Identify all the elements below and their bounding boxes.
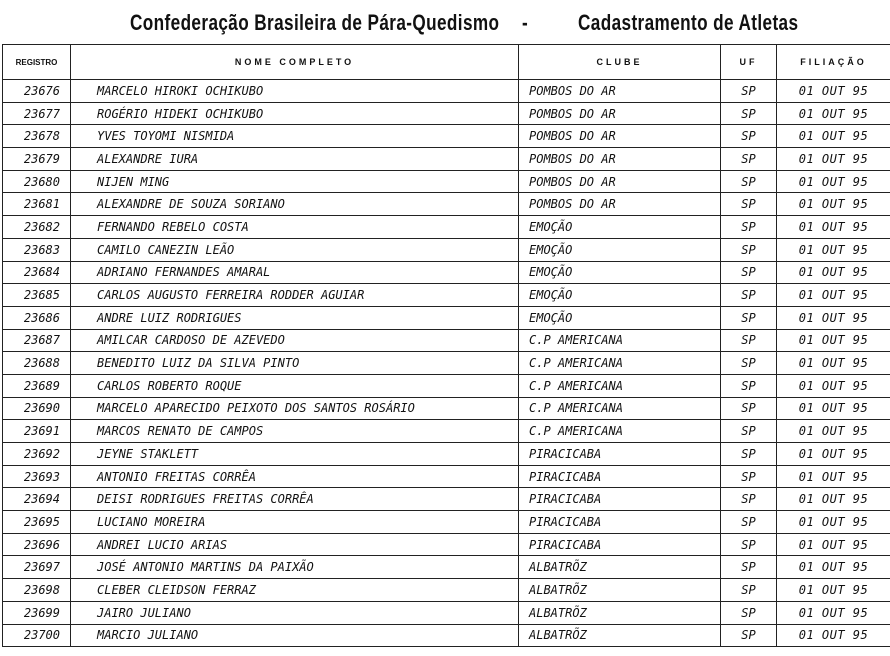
cell-clube: PIRACICABA: [519, 533, 721, 556]
cell-registro: 23696: [3, 533, 71, 556]
cell-nome: ALEXANDRE DE SOUZA SORIANO: [71, 193, 519, 216]
cell-filiacao: 01 OUT 95: [777, 397, 890, 420]
cell-nome: CARLOS ROBERTO ROQUE: [71, 374, 519, 397]
cell-nome: NIJEN MING: [71, 170, 519, 193]
table-row: [3, 511, 890, 534]
cell-clube: ALBATRÕZ: [519, 601, 721, 624]
table-row: [3, 261, 890, 284]
cell-registro: 23679: [3, 148, 71, 171]
cell-nome: MARCELO HIROKI OCHIKUBO: [71, 80, 519, 103]
cell-filiacao: 01 OUT 95: [777, 125, 890, 148]
cell-filiacao: 01 OUT 95: [777, 420, 890, 443]
cell-uf: SP: [721, 102, 777, 125]
cell-registro: 23676: [3, 80, 71, 103]
cell-uf: SP: [721, 261, 777, 284]
cell-filiacao: 01 OUT 95: [777, 102, 890, 125]
cell-registro: 23682: [3, 216, 71, 239]
cell-uf: SP: [721, 306, 777, 329]
cell-registro: 23698: [3, 579, 71, 602]
cell-uf: SP: [721, 80, 777, 103]
cell-nome: JEYNE STAKLETT: [71, 443, 519, 466]
cell-registro: 23680: [3, 170, 71, 193]
table-row: [3, 556, 890, 579]
document-title: [0, 0, 890, 44]
cell-registro: 23689: [3, 374, 71, 397]
cell-clube: C.P AMERICANA: [519, 352, 721, 375]
cell-registro: 23687: [3, 329, 71, 352]
cell-nome: CAMILO CANEZIN LEÃO: [71, 238, 519, 261]
cell-uf: SP: [721, 533, 777, 556]
cell-uf: SP: [721, 216, 777, 239]
cell-registro: 23688: [3, 352, 71, 375]
cell-nome: FERNANDO REBELO COSTA: [71, 216, 519, 239]
cell-registro: 23685: [3, 284, 71, 307]
cell-uf: SP: [721, 556, 777, 579]
cell-nome: MARCIO JULIANO: [71, 624, 519, 647]
athlete-registry-table: [2, 44, 890, 647]
title-separator: -: [522, 10, 529, 35]
col-clube: CLUBE: [519, 45, 721, 80]
cell-uf: SP: [721, 374, 777, 397]
cell-uf: SP: [721, 125, 777, 148]
cell-nome: DEISI RODRIGUES FREITAS CORRÊA: [71, 488, 519, 511]
cell-clube: POMBOS DO AR: [519, 102, 721, 125]
cell-filiacao: 01 OUT 95: [777, 80, 890, 103]
cell-clube: ALBATRÕZ: [519, 579, 721, 602]
cell-uf: SP: [721, 579, 777, 602]
cell-uf: SP: [721, 352, 777, 375]
cell-uf: SP: [721, 193, 777, 216]
cell-registro: 23695: [3, 511, 71, 534]
cell-nome: CARLOS AUGUSTO FERREIRA RODDER AGUIAR: [71, 284, 519, 307]
cell-filiacao: 01 OUT 95: [777, 556, 890, 579]
cell-clube: C.P AMERICANA: [519, 420, 721, 443]
cell-nome: ANDRE LUIZ RODRIGUES: [71, 306, 519, 329]
cell-registro: 23700: [3, 624, 71, 647]
table-row: [3, 420, 890, 443]
cell-clube: EMOÇÃO: [519, 238, 721, 261]
cell-nome: JAIRO JULIANO: [71, 601, 519, 624]
cell-nome: ROGÉRIO HIDEKI OCHIKUBO: [71, 102, 519, 125]
col-nome: NOME COMPLETO: [71, 45, 519, 80]
cell-registro: 23693: [3, 465, 71, 488]
cell-filiacao: 01 OUT 95: [777, 443, 890, 466]
cell-clube: C.P AMERICANA: [519, 329, 721, 352]
cell-clube: C.P AMERICANA: [519, 397, 721, 420]
cell-uf: SP: [721, 397, 777, 420]
cell-filiacao: 01 OUT 95: [777, 170, 890, 193]
cell-uf: SP: [721, 624, 777, 647]
cell-registro: 23686: [3, 306, 71, 329]
table-row: [3, 329, 890, 352]
cell-clube: POMBOS DO AR: [519, 170, 721, 193]
cell-nome: MARCOS RENATO DE CAMPOS: [71, 420, 519, 443]
table-row: [3, 306, 890, 329]
cell-filiacao: 01 OUT 95: [777, 329, 890, 352]
cell-clube: PIRACICABA: [519, 511, 721, 534]
cell-clube: POMBOS DO AR: [519, 193, 721, 216]
cell-nome: JOSÉ ANTONIO MARTINS DA PAIXÃO: [71, 556, 519, 579]
cell-filiacao: 01 OUT 95: [777, 193, 890, 216]
cell-clube: POMBOS DO AR: [519, 148, 721, 171]
cell-registro: 23691: [3, 420, 71, 443]
cell-filiacao: 01 OUT 95: [777, 374, 890, 397]
table-row: [3, 238, 890, 261]
cell-nome: ANTONIO FREITAS CORRÊA: [71, 465, 519, 488]
table-row: [3, 601, 890, 624]
cell-clube: C.P AMERICANA: [519, 374, 721, 397]
cell-nome: MARCELO APARECIDO PEIXOTO DOS SANTOS ROSÁRIO: [71, 397, 519, 420]
cell-uf: SP: [721, 511, 777, 534]
table-row: [3, 170, 890, 193]
cell-filiacao: 01 OUT 95: [777, 216, 890, 239]
table-body: [3, 80, 890, 647]
cell-clube: ALBATRÕZ: [519, 556, 721, 579]
cell-clube: POMBOS DO AR: [519, 125, 721, 148]
cell-nome: YVES TOYOMI NISMIDA: [71, 125, 519, 148]
table-row: [3, 465, 890, 488]
cell-filiacao: 01 OUT 95: [777, 488, 890, 511]
table-row: [3, 216, 890, 239]
table-header: [3, 45, 890, 80]
cell-uf: SP: [721, 420, 777, 443]
cell-uf: SP: [721, 148, 777, 171]
cell-nome: LUCIANO MOREIRA: [71, 511, 519, 534]
cell-filiacao: 01 OUT 95: [777, 624, 890, 647]
cell-nome: CLEBER CLEIDSON FERRAZ: [71, 579, 519, 602]
cell-clube: ALBATRÕZ: [519, 624, 721, 647]
table-row: [3, 284, 890, 307]
cell-clube: EMOÇÃO: [519, 284, 721, 307]
table-row: [3, 488, 890, 511]
cell-registro: 23678: [3, 125, 71, 148]
table-row: [3, 352, 890, 375]
cell-nome: ADRIANO FERNANDES AMARAL: [71, 261, 519, 284]
cell-uf: SP: [721, 329, 777, 352]
title-registry: Cadastramento de Atletas: [578, 10, 799, 35]
cell-filiacao: 01 OUT 95: [777, 533, 890, 556]
table-row: [3, 443, 890, 466]
cell-clube: EMOÇÃO: [519, 306, 721, 329]
cell-uf: SP: [721, 465, 777, 488]
cell-filiacao: 01 OUT 95: [777, 511, 890, 534]
cell-uf: SP: [721, 170, 777, 193]
cell-registro: 23683: [3, 238, 71, 261]
cell-registro: 23677: [3, 102, 71, 125]
cell-registro: 23699: [3, 601, 71, 624]
cell-clube: PIRACICABA: [519, 465, 721, 488]
cell-nome: ALEXANDRE IURA: [71, 148, 519, 171]
cell-filiacao: 01 OUT 95: [777, 352, 890, 375]
cell-registro: 23692: [3, 443, 71, 466]
table-row: [3, 148, 890, 171]
cell-filiacao: 01 OUT 95: [777, 465, 890, 488]
cell-clube: POMBOS DO AR: [519, 80, 721, 103]
cell-clube: EMOÇÃO: [519, 261, 721, 284]
cell-nome: BENEDITO LUIZ DA SILVA PINTO: [71, 352, 519, 375]
cell-registro: 23681: [3, 193, 71, 216]
table-row: [3, 624, 890, 647]
cell-registro: 23697: [3, 556, 71, 579]
cell-uf: SP: [721, 601, 777, 624]
table-row: [3, 533, 890, 556]
cell-clube: EMOÇÃO: [519, 216, 721, 239]
cell-nome: ANDREI LUCIO ARIAS: [71, 533, 519, 556]
cell-clube: PIRACICABA: [519, 443, 721, 466]
table-row: [3, 193, 890, 216]
col-uf: UF: [721, 45, 777, 80]
table-row: [3, 397, 890, 420]
col-filiacao: FILIAÇÃO: [777, 45, 890, 80]
cell-filiacao: 01 OUT 95: [777, 306, 890, 329]
cell-filiacao: 01 OUT 95: [777, 238, 890, 261]
cell-filiacao: 01 OUT 95: [777, 261, 890, 284]
cell-clube: PIRACICABA: [519, 488, 721, 511]
table-row: [3, 579, 890, 602]
cell-filiacao: 01 OUT 95: [777, 284, 890, 307]
cell-registro: 23694: [3, 488, 71, 511]
table-row: [3, 80, 890, 103]
cell-nome: AMILCAR CARDOSO DE AZEVEDO: [71, 329, 519, 352]
table-row: [3, 102, 890, 125]
cell-filiacao: 01 OUT 95: [777, 579, 890, 602]
title-federation: Confederação Brasileira de Pára-Quedismo: [130, 10, 500, 35]
cell-filiacao: 01 OUT 95: [777, 601, 890, 624]
cell-registro: 23690: [3, 397, 71, 420]
cell-uf: SP: [721, 488, 777, 511]
table-row: [3, 374, 890, 397]
cell-filiacao: 01 OUT 95: [777, 148, 890, 171]
cell-registro: 23684: [3, 261, 71, 284]
cell-uf: SP: [721, 238, 777, 261]
col-registro: REGISTRO: [3, 45, 71, 80]
cell-uf: SP: [721, 443, 777, 466]
cell-uf: SP: [721, 284, 777, 307]
table-row: [3, 125, 890, 148]
